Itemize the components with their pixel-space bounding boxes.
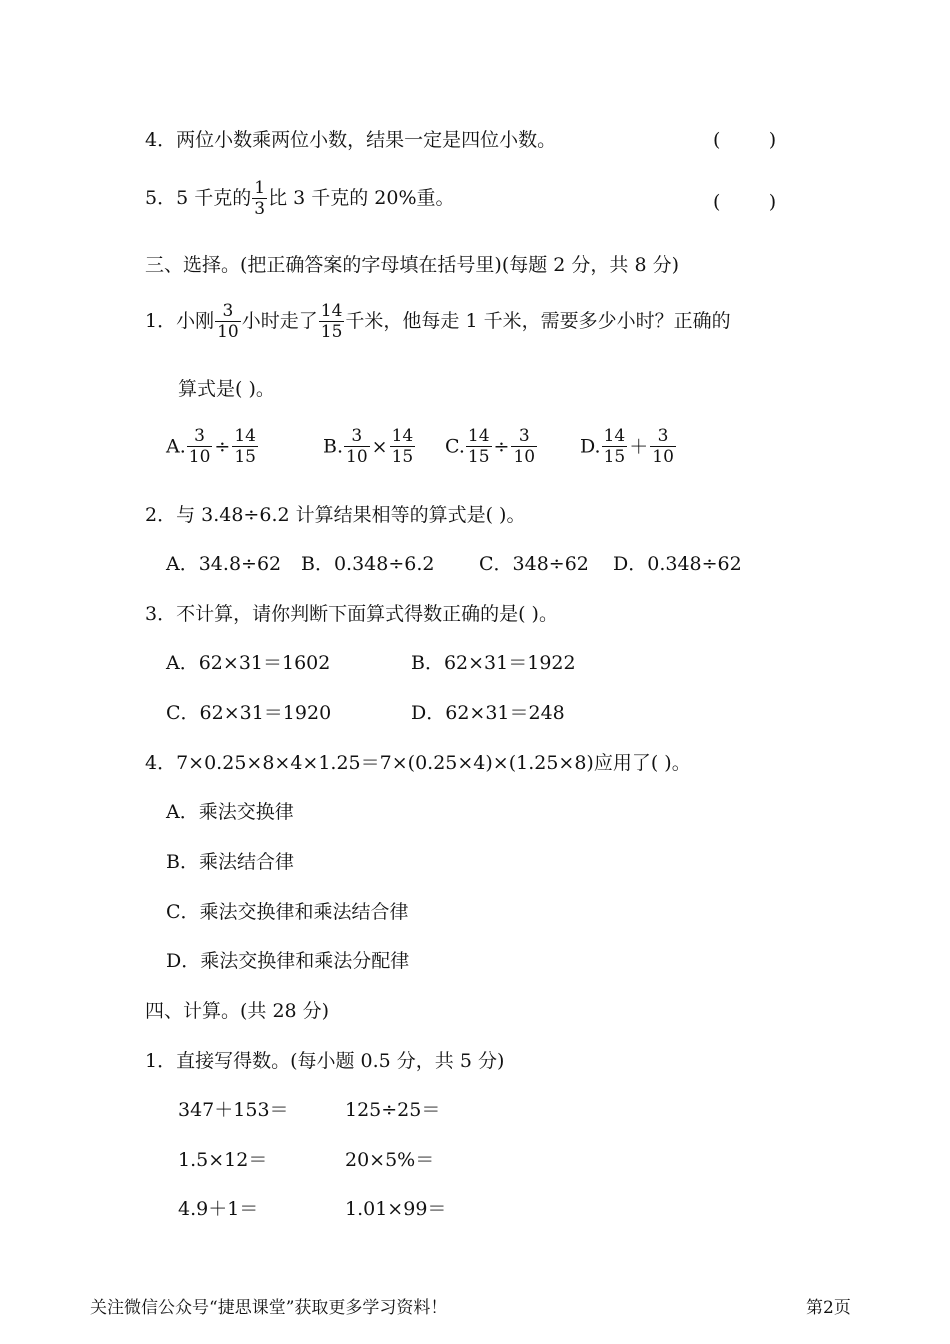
judge-q5-post: 比 3 千克的 20%重。 [268, 187, 455, 209]
s3-q4-option-d[interactable]: D．乘法交换律和乘法分配律 [166, 950, 410, 972]
judge-q4-number: 4． [145, 129, 177, 151]
s3-q1-option-a[interactable]: A. $\frac{3}{10}$ ÷ $\frac{14}{15}$ [166, 426, 256, 467]
s3-q4-option-a[interactable]: A．乘法交换律 [166, 801, 294, 823]
fraction-3-10: $\frac{3}{10}$ [217, 301, 239, 342]
s3-q2-option-c[interactable]: C．348÷62 [479, 553, 589, 575]
section3-title: 三、选择。(把正确答案的字母填在括号里)(每题 2 分，共 8 分) [145, 254, 679, 276]
section4-title: 四、计算。(共 28 分) [145, 1000, 330, 1022]
s3-q2-text: 2．与 3.48÷6.2 计算结果相等的算式是( )。 [145, 504, 526, 526]
s3-q4-option-b[interactable]: B．乘法结合律 [166, 851, 294, 873]
s3-q3-option-b[interactable]: B．62×31＝1922 [411, 652, 576, 674]
s3-q1-line1: 1．小刚 $\frac{3}{10}$ 小时走了 $\frac{14}{15}$ 千米，他每走 1 千米，需要多少小时？正确的 [145, 301, 731, 342]
s3-q4-text: 4．7×0.25×8×4×1.25＝7×(0.25×4)×(1.25×8)应用了( )。 [145, 752, 691, 774]
page-number: 第2页 [806, 1298, 851, 1318]
calc-item[interactable]: 1.5×12＝ [178, 1149, 268, 1171]
s3-q3-text: 3．不计算，请你判断下面算式得数正确的是( )。 [145, 603, 558, 625]
s3-q3-option-d[interactable]: D．62×31＝248 [411, 702, 565, 724]
fraction-one-third: $\frac{1}{3}$ [254, 178, 266, 219]
footer-promo: 关注微信公众号“捷思课堂”获取更多学习资料！ [90, 1298, 448, 1318]
s4-q1-text: 1．直接写得数。(每小题 0.5 分，共 5 分) [145, 1050, 505, 1072]
s3-q2-option-d[interactable]: D．0.348÷62 [613, 553, 742, 575]
calc-item[interactable]: 1.01×99＝ [345, 1198, 447, 1220]
s3-q1-line2: 算式是( )。 [178, 378, 275, 400]
judge-q5 [145, 180, 455, 218]
s3-q4-option-c[interactable]: C．乘法交换律和乘法结合律 [166, 901, 409, 923]
judge-q4-answer-blank[interactable]: ( ) [713, 129, 777, 151]
calc-item[interactable]: 125÷25＝ [345, 1099, 441, 1121]
s3-q2-option-b[interactable]: B．0.348÷6.2 [301, 553, 435, 575]
calc-item[interactable]: 347＋153＝ [178, 1099, 289, 1121]
judge-q5-pre: 5 千克的 [176, 187, 252, 209]
judge-q4 [145, 131, 556, 150]
judge-q5-number: 5． [145, 187, 177, 209]
s3-q3-option-a[interactable]: A．62×31＝1602 [166, 652, 331, 674]
s3-q1-option-c[interactable]: C. $\frac{14}{15}$ ÷ $\frac{3}{10}$ [445, 426, 536, 467]
judge-q5-answer-blank[interactable]: ( ) [713, 191, 777, 213]
fraction-14-15: $\frac{14}{15}$ [320, 301, 343, 342]
calc-item[interactable]: 4.9＋1＝ [178, 1198, 259, 1220]
s3-q2-option-a[interactable]: A．34.8÷62 [166, 553, 282, 575]
s3-q1-option-d[interactable]: D. $\frac{14}{15}$ ＋ $\frac{3}{10}$ [580, 426, 674, 467]
judge-q4-text: 两位小数乘两位小数，结果一定是四位小数。 [176, 129, 557, 151]
s3-q1-option-b[interactable]: B. $\frac{3}{10}$ × $\frac{14}{15}$ [323, 426, 414, 467]
calc-item[interactable]: 20×5%＝ [345, 1149, 435, 1171]
s3-q3-option-c[interactable]: C．62×31＝1920 [166, 702, 332, 724]
